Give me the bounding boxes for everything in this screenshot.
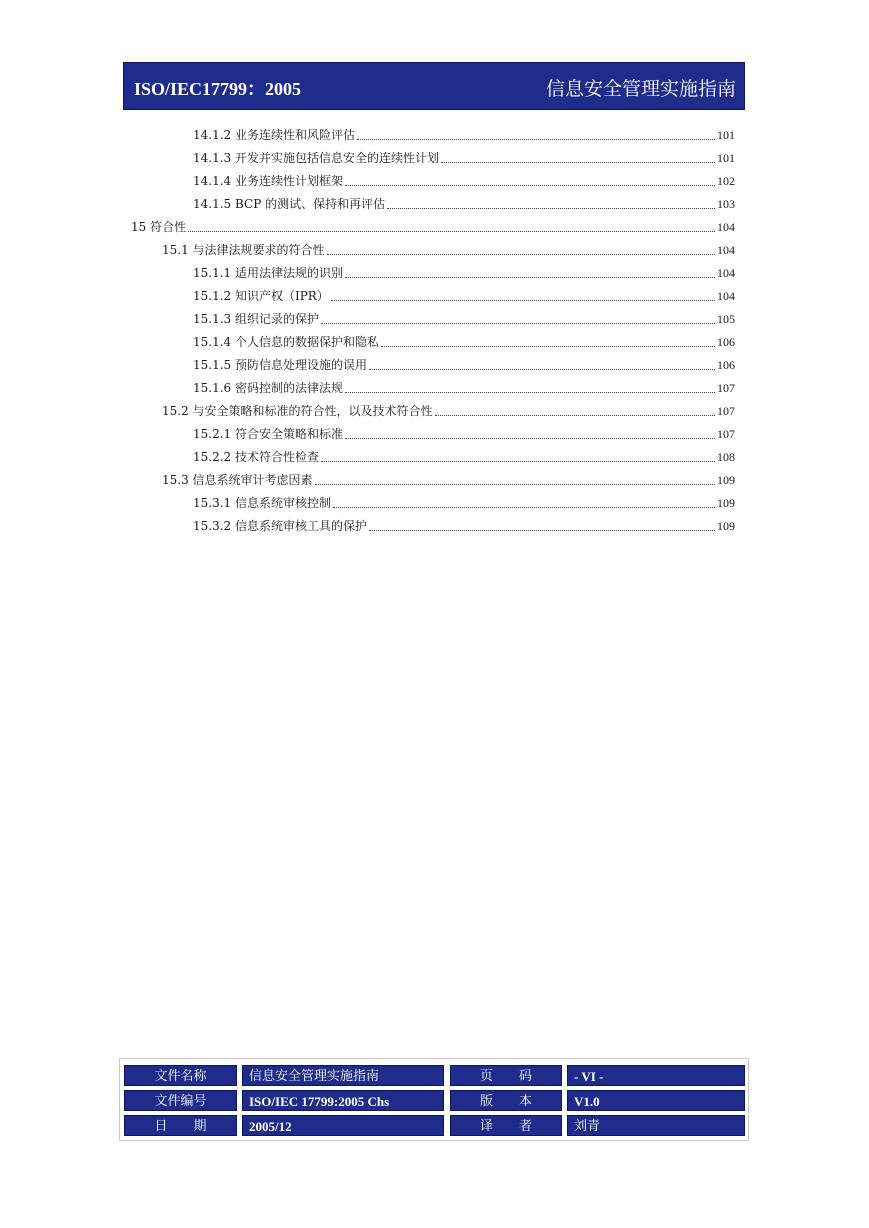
file-name-value: 信息安全管理实施指南 — [242, 1065, 444, 1086]
toc-entry-15-3[interactable]: 15.3 信息系统审计考虑因素 109 — [162, 473, 735, 487]
toc-entry-15-2[interactable]: 15.2 与安全策略和标准的符合性，以及技术符合性 107 — [162, 404, 735, 418]
toc-entry-15[interactable]: 15 符合性 104 — [131, 220, 735, 234]
toc-entry-15-1-3[interactable]: 15.1.3 组织记录的保护 105 — [193, 312, 735, 326]
toc-entry-14-1-3[interactable]: 14.1.3 开发并实施包括信息安全的连续性计划 101 — [193, 151, 735, 165]
translator-value: 刘青 — [567, 1115, 745, 1136]
toc-entry-15-1-6[interactable]: 15.1.6 密码控制的法律法规 107 — [193, 381, 735, 395]
document-code: ISO/IEC17799：2005 — [134, 79, 302, 99]
translator-label: 译 者 — [450, 1115, 562, 1136]
file-number-label: 文件编号 — [124, 1090, 237, 1111]
version-label: 版 本 — [450, 1090, 562, 1111]
toc-entry-15-1-1[interactable]: 15.1.1 适用法律法规的识别 104 — [193, 266, 735, 280]
toc-entry-15-2-1[interactable]: 15.2.1 符合安全策略和标准 107 — [193, 427, 735, 441]
document-title: 信息安全管理实施指南 — [545, 78, 736, 100]
document-header — [123, 62, 745, 110]
toc-entry-15-3-1[interactable]: 15.3.1 信息系统审核控制 109 — [193, 496, 735, 510]
page-label: 页 码 — [450, 1065, 562, 1086]
page-value: - VI - — [567, 1065, 745, 1086]
toc-entry-15-2-2[interactable]: 15.2.2 技术符合性检查 108 — [193, 450, 735, 464]
toc-entry-15-1-2[interactable]: 15.1.2 知识产权（IPR） 104 — [193, 289, 735, 303]
toc-entry-14-1-4[interactable]: 14.1.4 业务连续性计划框架 102 — [193, 174, 735, 188]
toc-entry-14-1-5[interactable]: 14.1.5 BCP 的测试、保持和再评估 103 — [193, 197, 735, 211]
toc-entry-15-1-5[interactable]: 15.1.5 预防信息处理设施的误用 106 — [193, 358, 735, 372]
date-value: 2005/12 — [242, 1115, 444, 1136]
toc-entry-15-1-4[interactable]: 15.1.4 个人信息的数据保护和隐私 106 — [193, 335, 735, 349]
toc-entry-14-1-2[interactable]: 14.1.2 业务连续性和风险评估 101 — [193, 128, 735, 142]
toc-entry-15-3-2[interactable]: 15.3.2 信息系统审核工具的保护 109 — [193, 519, 735, 533]
file-name-label: 文件名称 — [124, 1065, 237, 1086]
toc-entry-15-1[interactable]: 15.1 与法律法规要求的符合性 104 — [162, 243, 735, 257]
document-info-table — [119, 1058, 749, 1141]
date-label: 日 期 — [124, 1115, 237, 1136]
version-value: V1.0 — [567, 1090, 745, 1111]
file-number-value: ISO/IEC 17799:2005 Chs — [242, 1090, 444, 1111]
